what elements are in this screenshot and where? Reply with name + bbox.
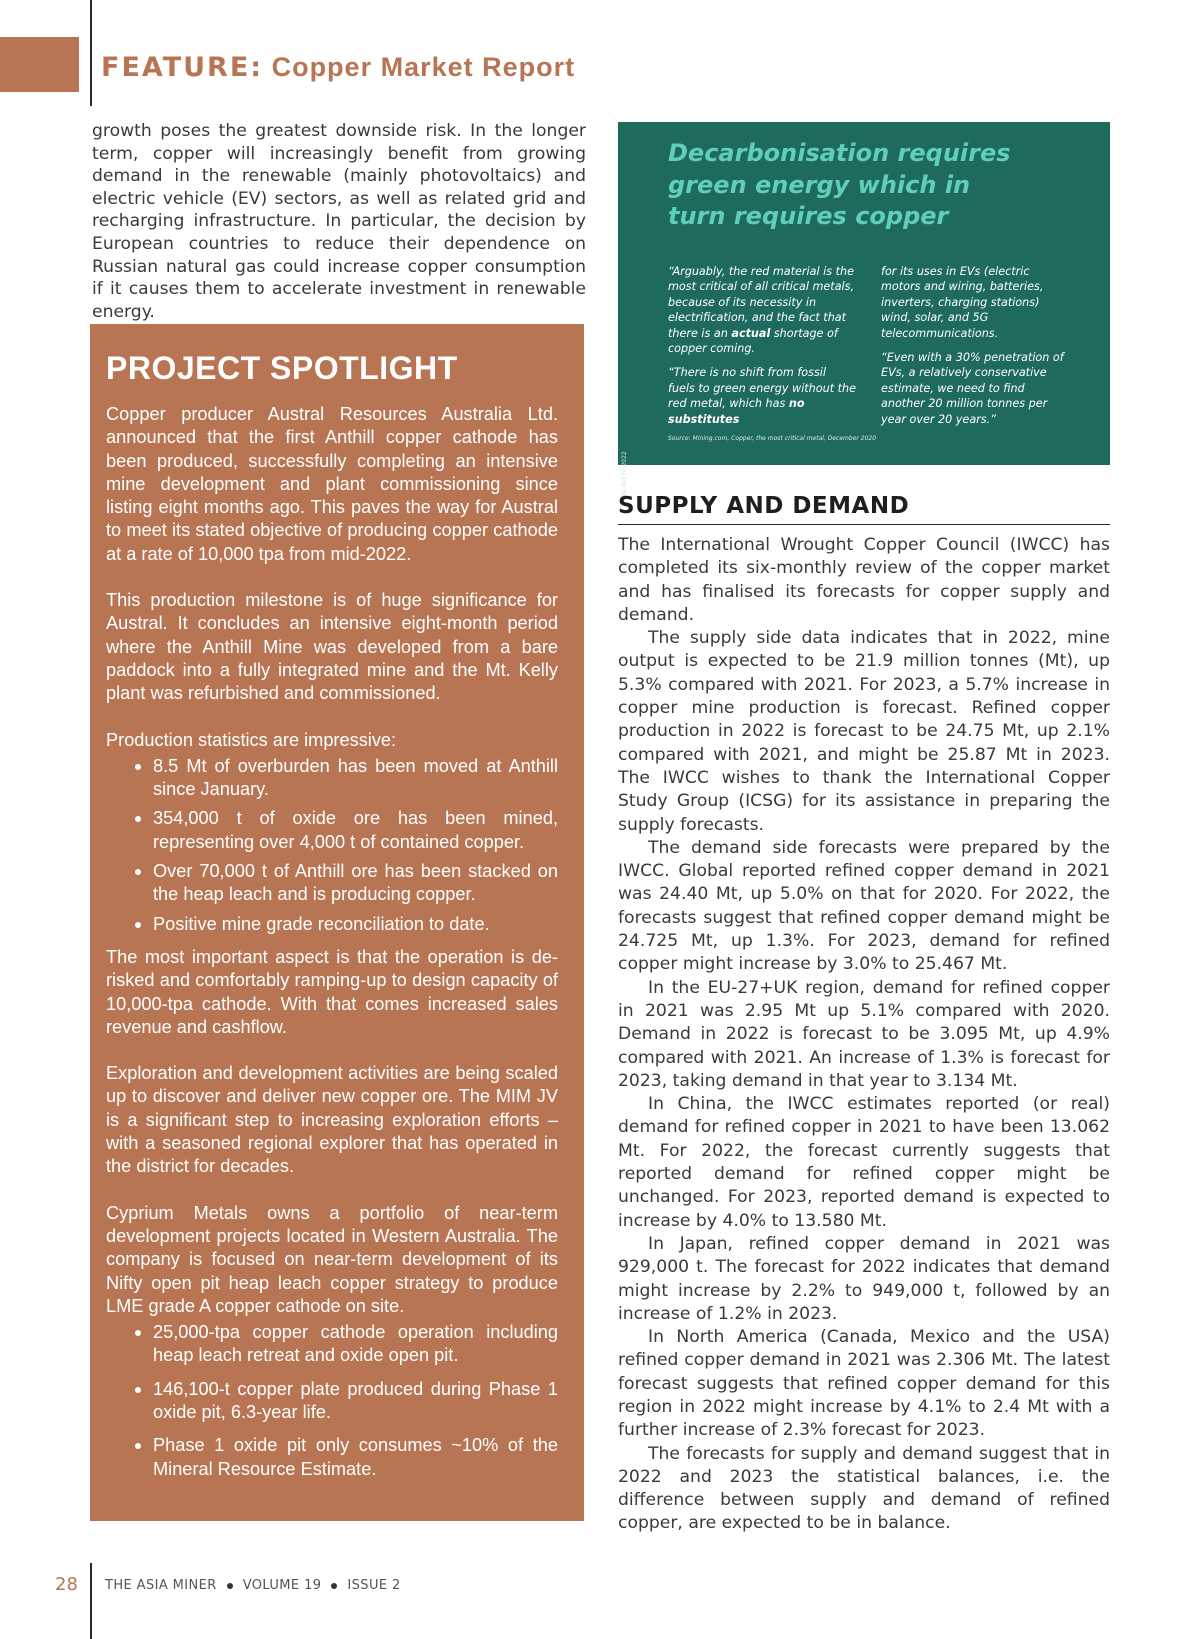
list-item: 146,100-t copper plate produced during Phase 1 oxide pit, 6.3-year life. bbox=[153, 1378, 558, 1425]
list-item: Phase 1 oxide pit only consumes ~10% of the Mineral Resource Estimate. bbox=[153, 1434, 558, 1481]
quote-paragraph bbox=[668, 365, 856, 427]
page-title-keyword: FEATURE: bbox=[101, 52, 264, 83]
project-spotlight-box bbox=[90, 324, 584, 1521]
bullet-separator bbox=[227, 1583, 233, 1589]
bullet-separator bbox=[331, 1583, 337, 1589]
quote-text: shortage of copper coming. bbox=[668, 326, 838, 356]
page-title-text: Copper Market Report bbox=[271, 52, 576, 82]
publication-name: THE ASIA MINER bbox=[105, 1578, 217, 1593]
spotlight-paragraph: Cyprium Metals owns a portfolio of near-term development projects located in Western Australia. The company is focused on near-term development of its Nifty open pit heap leach copper strategy to produce LME grade A copper cathode on site. bbox=[106, 1202, 558, 1316]
spotlight-paragraph: Exploration and development activities are being scaled up to discover and deliver new copper ore. The MIM JV is a significant step to increasing exploration efforts – with a seasoned regional explorer that has operated in the district for decades. bbox=[106, 1063, 558, 1177]
quote-paragraph: for its uses in EVs (electric motors and wiring, batteries, inverters, charging stations) wind, solar, and 5G telecommunications. bbox=[881, 265, 1044, 340]
footer-credit bbox=[105, 1578, 401, 1593]
cyprium-highlights-list bbox=[106, 1321, 558, 1481]
article-paragraph: The International Wrought Copper Council (IWCC) has completed its six-monthly review of the copper market and has finalised its forecasts for copper supply and demand. bbox=[618, 535, 1110, 625]
issue-label: ISSUE 2 bbox=[347, 1578, 401, 1593]
spotlight-stats-intro: Production statistics are impressive: bbox=[106, 729, 397, 750]
quote-column-left bbox=[668, 264, 856, 436]
quote-source: Source: Mining.com, Copper, the most critical metal, December 2020 bbox=[668, 435, 877, 442]
article-paragraph: The forecasts for supply and demand suggest that in 2022 and 2023 the statistical balances, i.e. the difference between supply and demand of refined copper, are expected to be in balance. bbox=[618, 1443, 1110, 1534]
list-item: Positive mine grade reconciliation to date. bbox=[153, 913, 558, 936]
footer-divider bbox=[90, 1563, 92, 1639]
header-divider bbox=[90, 0, 92, 106]
quote-box-headline: Decarbonisation requires green energy which in turn requires copper bbox=[668, 139, 1011, 230]
list-item: 354,000 t of oxide ore has been mined, representing over 4,000 t of contained copper. bbox=[153, 807, 558, 854]
list-item: 8.5 Mt of overburden has been moved at Anthill since January. bbox=[153, 755, 558, 802]
quote-paragraph bbox=[668, 264, 856, 356]
article-paragraph: The supply side data indicates that in 2022, mine output is expected to be 21.9 million tonnes (Mt), up 5.3% compared with 2021. For 2023, a 5.7% increase in copper mine production is forecast. Refined copper production in 2022 is forecast to be 24.75 Mt, up 2.1% compared with 2021, and might be 25.87 Mt in 2023. The IWCC wishes to thank the International Copper Study Group (ICSG) for its assistance in preparing the supply forecasts. bbox=[618, 628, 1110, 835]
page-title bbox=[101, 52, 575, 83]
header-accent-tab bbox=[0, 37, 79, 92]
article-paragraph: The demand side forecasts were prepared by the IWCC. Global reported refined copper demand in 2021 was 24.40 Mt, up 5.0% on that for 2020. For 2022, the forecasts suggest that refined copper demand might be 24.725 Mt, up 1.3%. For 2023, demand for refined copper might increase by 3.0% to 25.467 Mt. bbox=[618, 837, 1110, 975]
article-paragraph: In the EU-27+UK region, demand for refined copper in 2021 was 2.95 Mt up 5.1% compared with 2020. Demand in 2022 is forecast to be 3.095 Mt, up 4.9% compared with 2021. An increase of 1.3% is forecast for 2023, taking demand in that year to 3.134 Mt. bbox=[618, 977, 1110, 1091]
article-paragraph: In Japan, refined copper demand in 2021 was 929,000 t. The forecast for 2022 indicates that demand might increase by 2.2% to 949,000 t, followed by an increase of 1.2% in 2023. bbox=[618, 1233, 1110, 1324]
production-stats-list bbox=[106, 755, 558, 936]
supply-demand-article bbox=[618, 534, 1110, 1536]
page-number: 28 bbox=[55, 1574, 78, 1595]
article-paragraph: In China, the IWCC estimates reported (or real) demand for refined copper in 2021 to have been 13.062 Mt. For 2022, the forecast currently suggests that reported demand for refined copper might be unchanged. For 2023, reported demand is expected to increase by 4.0% to 13.580 Mt. bbox=[618, 1094, 1110, 1231]
quote-text: “Arguably, the red material is the most critical of all critical metals, because of its necessity in electrification, and the fact that there is an bbox=[668, 265, 855, 340]
quote-side-caption: A CRC Bid Fo 2022 bbox=[621, 451, 628, 507]
quote-paragraph: “Even with a 30% penetration of EVs, a relatively conservative estimate, we need to find another 20 million tonnes per year over 20 years.” bbox=[881, 351, 1064, 426]
quote-emphasis: actual bbox=[731, 326, 771, 340]
quote-column-right bbox=[881, 264, 1069, 436]
list-item: Over 70,000 t of Anthill ore has been stacked on the heap leach and is producing copper. bbox=[153, 860, 558, 907]
article-paragraph: In North America (Canada, Mexico and the USA) refined copper demand in 2021 was 2.306 Mt. The latest forecast suggests that refined copper demand for this region in 2022 might increase by 4.1% to 2.4 Mt with a further increase of 2.3% forecast for 2023. bbox=[618, 1327, 1110, 1441]
spotlight-title: PROJECT SPOTLIGHT bbox=[106, 350, 458, 386]
volume-label: VOLUME 19 bbox=[242, 1578, 322, 1593]
spotlight-paragraph: The most important aspect is that the operation is de-risked and comfortably ramping-up to design capacity of 10,000-tpa cathode. With that comes increased sales revenue and cashflow. bbox=[106, 946, 558, 1037]
intro-paragraph: growth poses the greatest downside risk. In the longer term, copper will increasingly benefit from growing demand in the renewable (mainly photovoltaics) and electric vehicle (EV) sectors, as well as related grid and recharging infrastructure. In particular, the decision by European countries to reduce their dependence on Russian natural gas could increase copper consumption if it causes them to accelerate investment in renewable energy. bbox=[92, 121, 586, 322]
spotlight-paragraph: This production milestone is of huge significance for Austral. It concludes an intensive eight-month period where the Anthill Mine was developed from a bare paddock into a fully integrated mine and the Mt. Kelly plant was refurbished and commissioned. bbox=[106, 590, 558, 704]
spotlight-paragraph: Copper producer Austral Resources Australia Ltd. announced that the first Anthill copper cathode has been produced, successfully completing an intensive mine development and plant commissioning since listing eight months ago. This paves the way for Austral to meet its stated objective of producing copper cathode at a rate of 10,000 tpa from mid-2022. bbox=[106, 404, 558, 564]
quote-emphasis: no substitutes bbox=[668, 397, 805, 426]
list-item: 25,000-tpa copper cathode operation including heap leach retreat and oxide open pit. bbox=[153, 1321, 558, 1368]
quote-text: “There is no shift from fossil fuels to green energy without the red metal, which has bbox=[668, 366, 857, 411]
section-heading: SUPPLY AND DEMAND bbox=[618, 493, 1110, 525]
